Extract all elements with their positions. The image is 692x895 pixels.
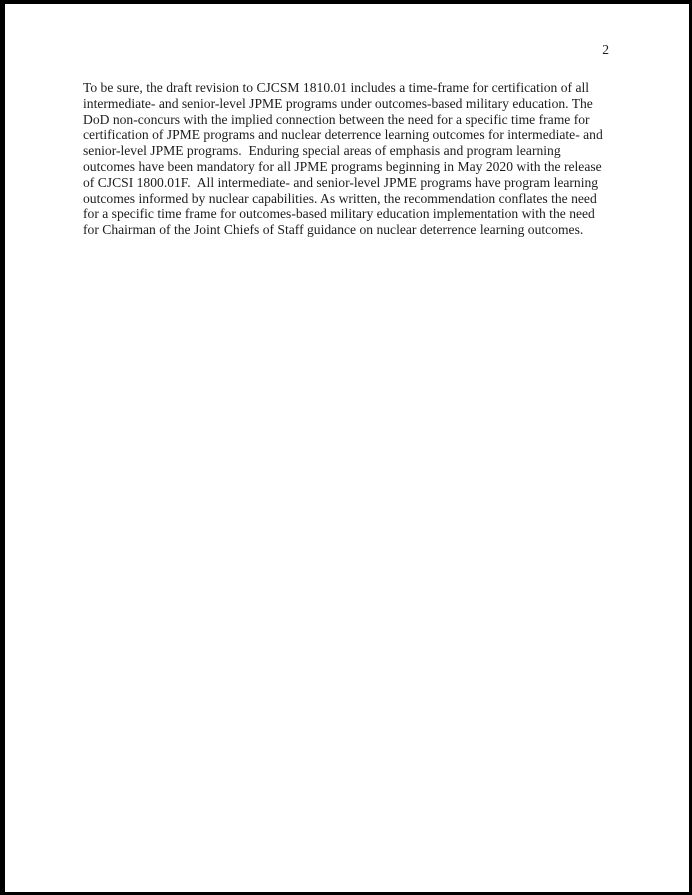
page-number: 2 — [602, 42, 609, 57]
paragraph-line: of CJCSI 1800.01F. All intermediate- and senior-level JPME programs have program learning — [83, 174, 599, 190]
body-paragraph — [83, 80, 623, 238]
document-page — [5, 4, 689, 892]
paragraph-line: certification of JPME programs and nuclear deterrence learning outcomes for intermediate- and — [83, 127, 603, 143]
paragraph-line: outcomes have been mandatory for all JPME programs beginning in May 2020 with the release — [83, 158, 602, 174]
paragraph-line: for Chairman of the Joint Chiefs of Staff guidance on nuclear deterrence learning outcomes. — [83, 222, 584, 238]
paragraph-line: senior-level JPME programs. Enduring special areas of emphasis and program learning — [83, 143, 561, 159]
paragraph-line: outcomes informed by nuclear capabilities. As written, the recommendation conflates the need — [83, 190, 597, 206]
paragraph-line: To be sure, the draft revision to CJCSM 1810.01 includes a time-frame for certification of all — [83, 80, 590, 95]
paragraph-line: DoD non-concurs with the implied connection between the need for a specific time frame for — [83, 111, 590, 127]
paragraph-line: intermediate- and senior-level JPME programs under outcomes-based military education. The — [83, 95, 593, 111]
paragraph-line: for a specific time frame for outcomes-based military education implementation with the need — [83, 206, 595, 222]
